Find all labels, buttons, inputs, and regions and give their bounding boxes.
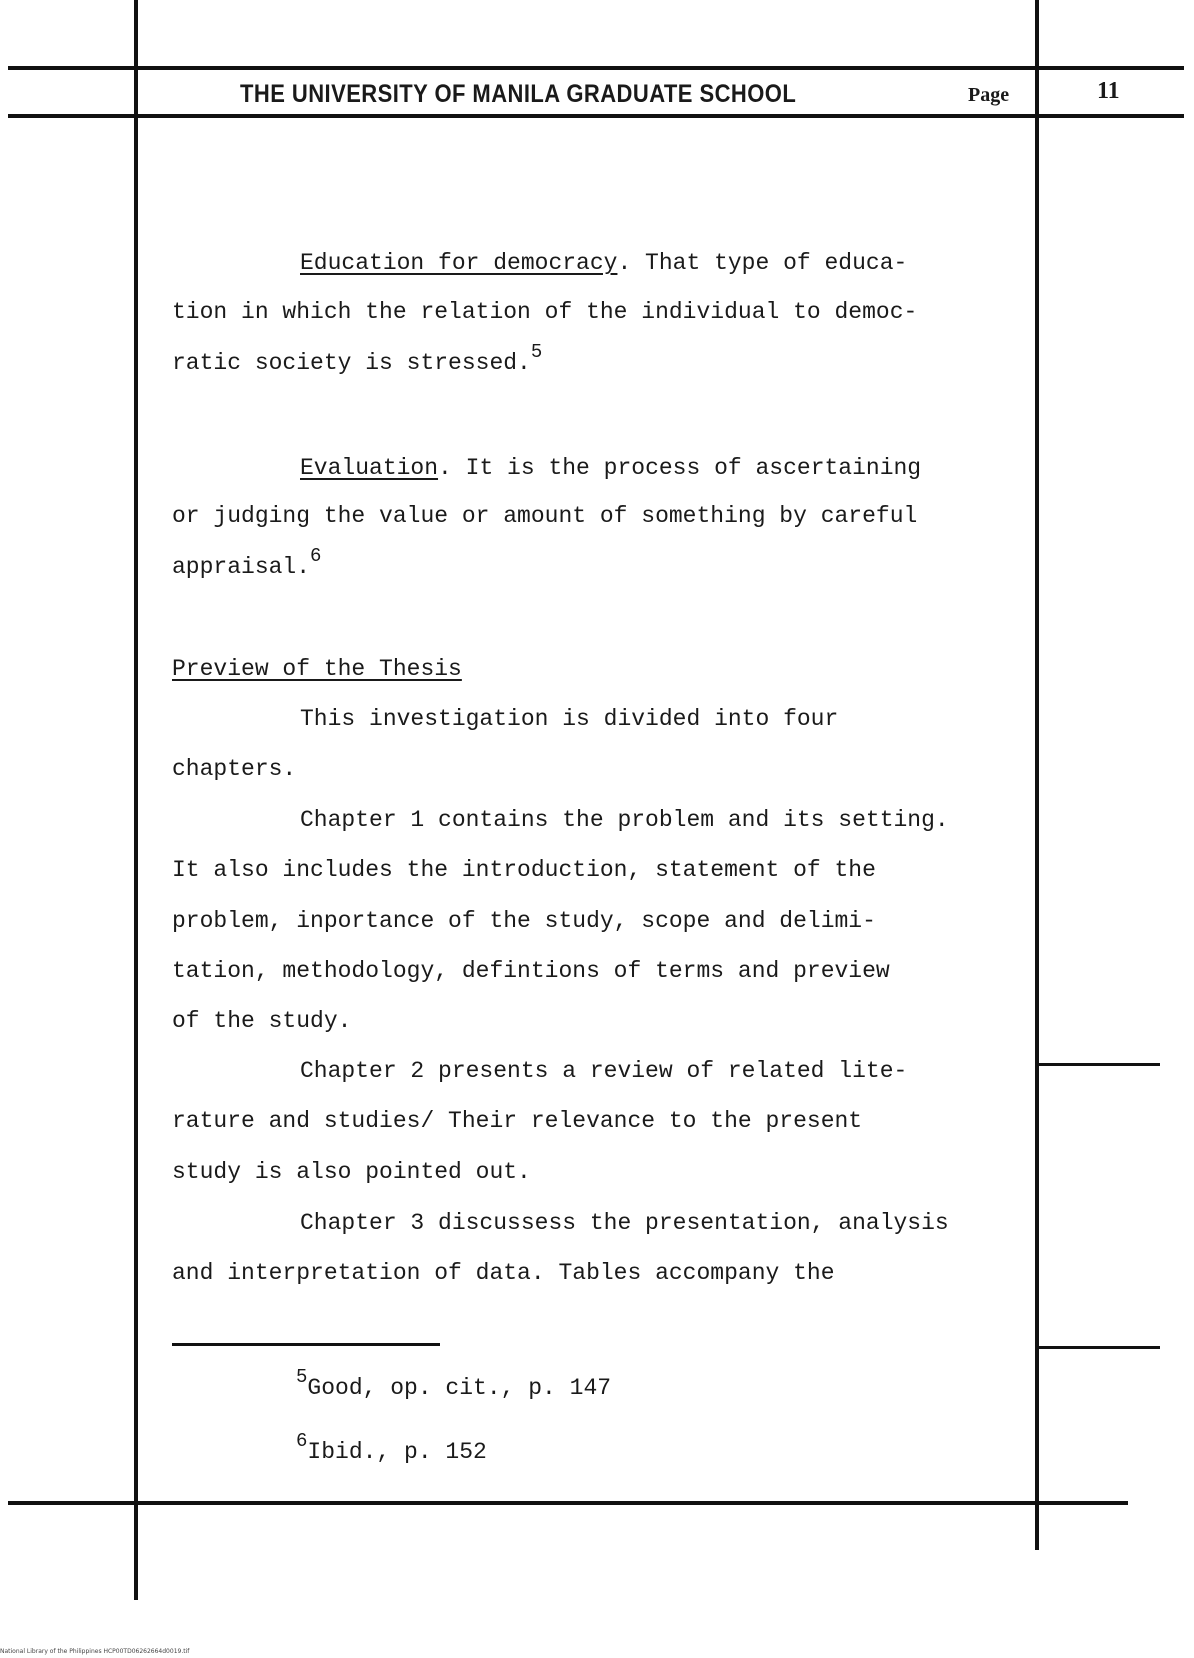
para-line-3: Chapter 1 contains the problem and its setting. — [300, 807, 949, 833]
right-margin-rule — [1035, 0, 1039, 1550]
bottom-rule — [8, 1501, 1128, 1505]
section-heading: Preview of the Thesis — [172, 656, 462, 682]
def2-line-2: or judging the value or amount of something by careful — [172, 503, 918, 529]
def2-line-3 — [172, 545, 322, 580]
def1-line-2: tion in which the relation of the individual to democ- — [172, 299, 918, 325]
para-line-2: chapters. — [172, 756, 297, 782]
para-line-7: of the study. — [172, 1008, 352, 1034]
page-number: 11 — [1097, 78, 1120, 104]
para-line-4: It also includes the introduction, statement of the — [172, 857, 876, 883]
def1-line-1 — [300, 252, 907, 275]
right-tick-rule-1 — [1035, 1063, 1160, 1066]
page-label: Page — [968, 84, 1010, 106]
def1-line-3 — [172, 341, 543, 376]
footnote-1 — [296, 1366, 612, 1401]
def2-line-1 — [300, 457, 921, 480]
footnote-2-mark: 6 — [296, 1430, 308, 1452]
def2-footnote-ref: 6 — [310, 545, 322, 567]
para-line-8: Chapter 2 presents a review of related lite- — [300, 1058, 908, 1084]
para-line-9: rature and studies/ Their relevance to the present — [172, 1108, 863, 1134]
footnote-2-text: Ibid., p. 152 — [307, 1439, 487, 1465]
scan-credit: National Library of the Philippines HCP00TD06262664d0019.tif — [0, 1648, 190, 1655]
para-line-6: tation, methodology, defintions of terms and preview — [172, 958, 890, 984]
def2-line3-text: appraisal. — [172, 554, 311, 580]
footnote-1-text: Good, op. cit., p. 147 — [307, 1375, 612, 1401]
para-line-5: problem, inportance of the study, scope and delimi- — [172, 908, 876, 934]
footnote-separator — [172, 1343, 440, 1346]
para-line-1: This investigation is divided into four — [300, 706, 839, 732]
footnote-2 — [296, 1430, 487, 1465]
def1-footnote-ref: 5 — [530, 341, 543, 363]
header-bottom-rule — [8, 114, 1184, 118]
header-top-rule — [8, 66, 1184, 70]
para-line-11: Chapter 3 discussess the presentation, analysis — [300, 1210, 949, 1236]
left-margin-rule — [134, 0, 138, 1600]
def1-line3-text: ratic society is stressed. — [172, 350, 531, 376]
para-line-10: study is also pointed out. — [172, 1159, 531, 1185]
para-line-12: and interpretation of data. Tables accompany the — [172, 1260, 835, 1286]
page-header-title: THE UNIVERSITY OF MANILA GRADUATE SCHOOL — [240, 80, 797, 108]
def1-line1-rest: . That type of educa- — [617, 250, 908, 276]
def2-term: Evaluation — [300, 455, 439, 481]
footnote-1-mark: 5 — [296, 1366, 308, 1388]
right-tick-rule-2 — [1035, 1346, 1160, 1349]
def1-term: Education for democracy — [300, 250, 618, 276]
def2-line1-rest: . It is the process of ascertaining — [438, 455, 922, 481]
